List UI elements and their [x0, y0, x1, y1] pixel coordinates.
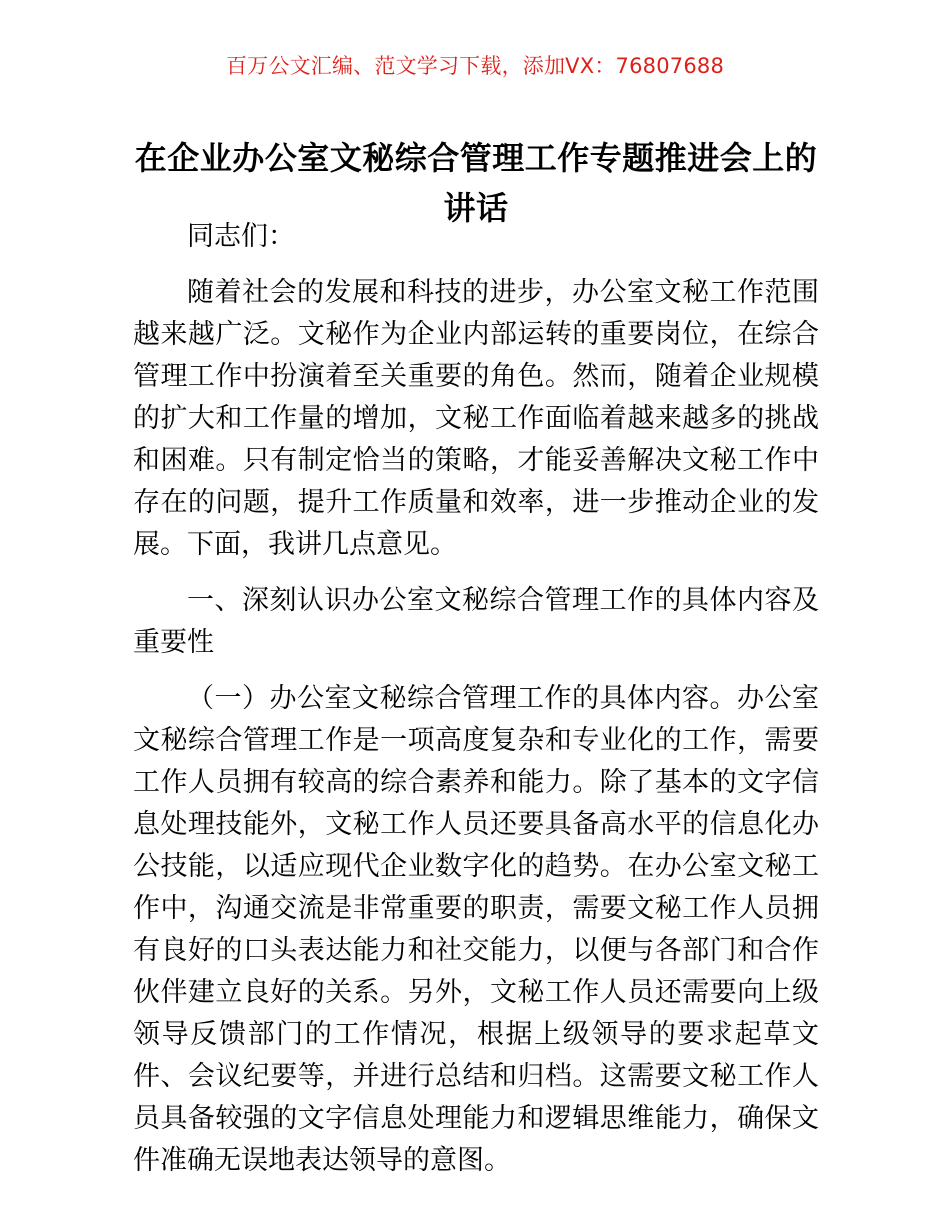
- salutation-line: 同志们：: [187, 221, 295, 252]
- page-title: 在企业办公室文秘综合管理工作专题推进会上的讲话: [134, 139, 818, 228]
- promo-banner-text: 百万公文汇编、范文学习下载，添加VX：76807688: [225, 54, 725, 78]
- paragraph-intro: 随着社会的发展和科技的进步，办公室文秘工作范围越来越广泛。文秘作为企业内部运转的重要岗位，在综合管理工作中扮演着至关重要的角色。然而，随着企业规模的扩大和工作量的增加，文秘工作面临着越来越多的挑战和困难。只有制定恰当的策略，才能妥善解决文秘工作中存在的问题，提升工作质量和效率，进一步推动企业的发展。下面，我讲几点意见。: [133, 277, 819, 560]
- paragraph-subsection-1-1: （一）办公室文秘综合管理工作的具体内容。办公室文秘综合管理工作是一项高度复杂和专业化的工作，需要工作人员拥有较高的综合素养和能力。除了基本的文字信息处理技能外，文秘工作人员还要具备高水平的信息化办公技能，以适应现代企业数字化的趋势。在办公室文秘工作中，沟通交流是非常重要的职责，需要文秘工作人员拥有良好的口头表达能力和社交能力，以便与各部门和合作伙伴建立良好的关系。另外，文秘工作人员还需要向上级领导反馈部门的工作情况，根据上级领导的要求起草文件、会议纪要等，并进行总结和归档。这需要文秘工作人员具备较强的文字信息处理能力和逻辑思维能力，确保文件准确无误地表达领导的意图。: [133, 683, 819, 1176]
- section-heading-1: 一、深刻认识办公室文秘综合管理工作的具体内容及重要性: [133, 585, 819, 658]
- document-body: [133, 216, 819, 1182]
